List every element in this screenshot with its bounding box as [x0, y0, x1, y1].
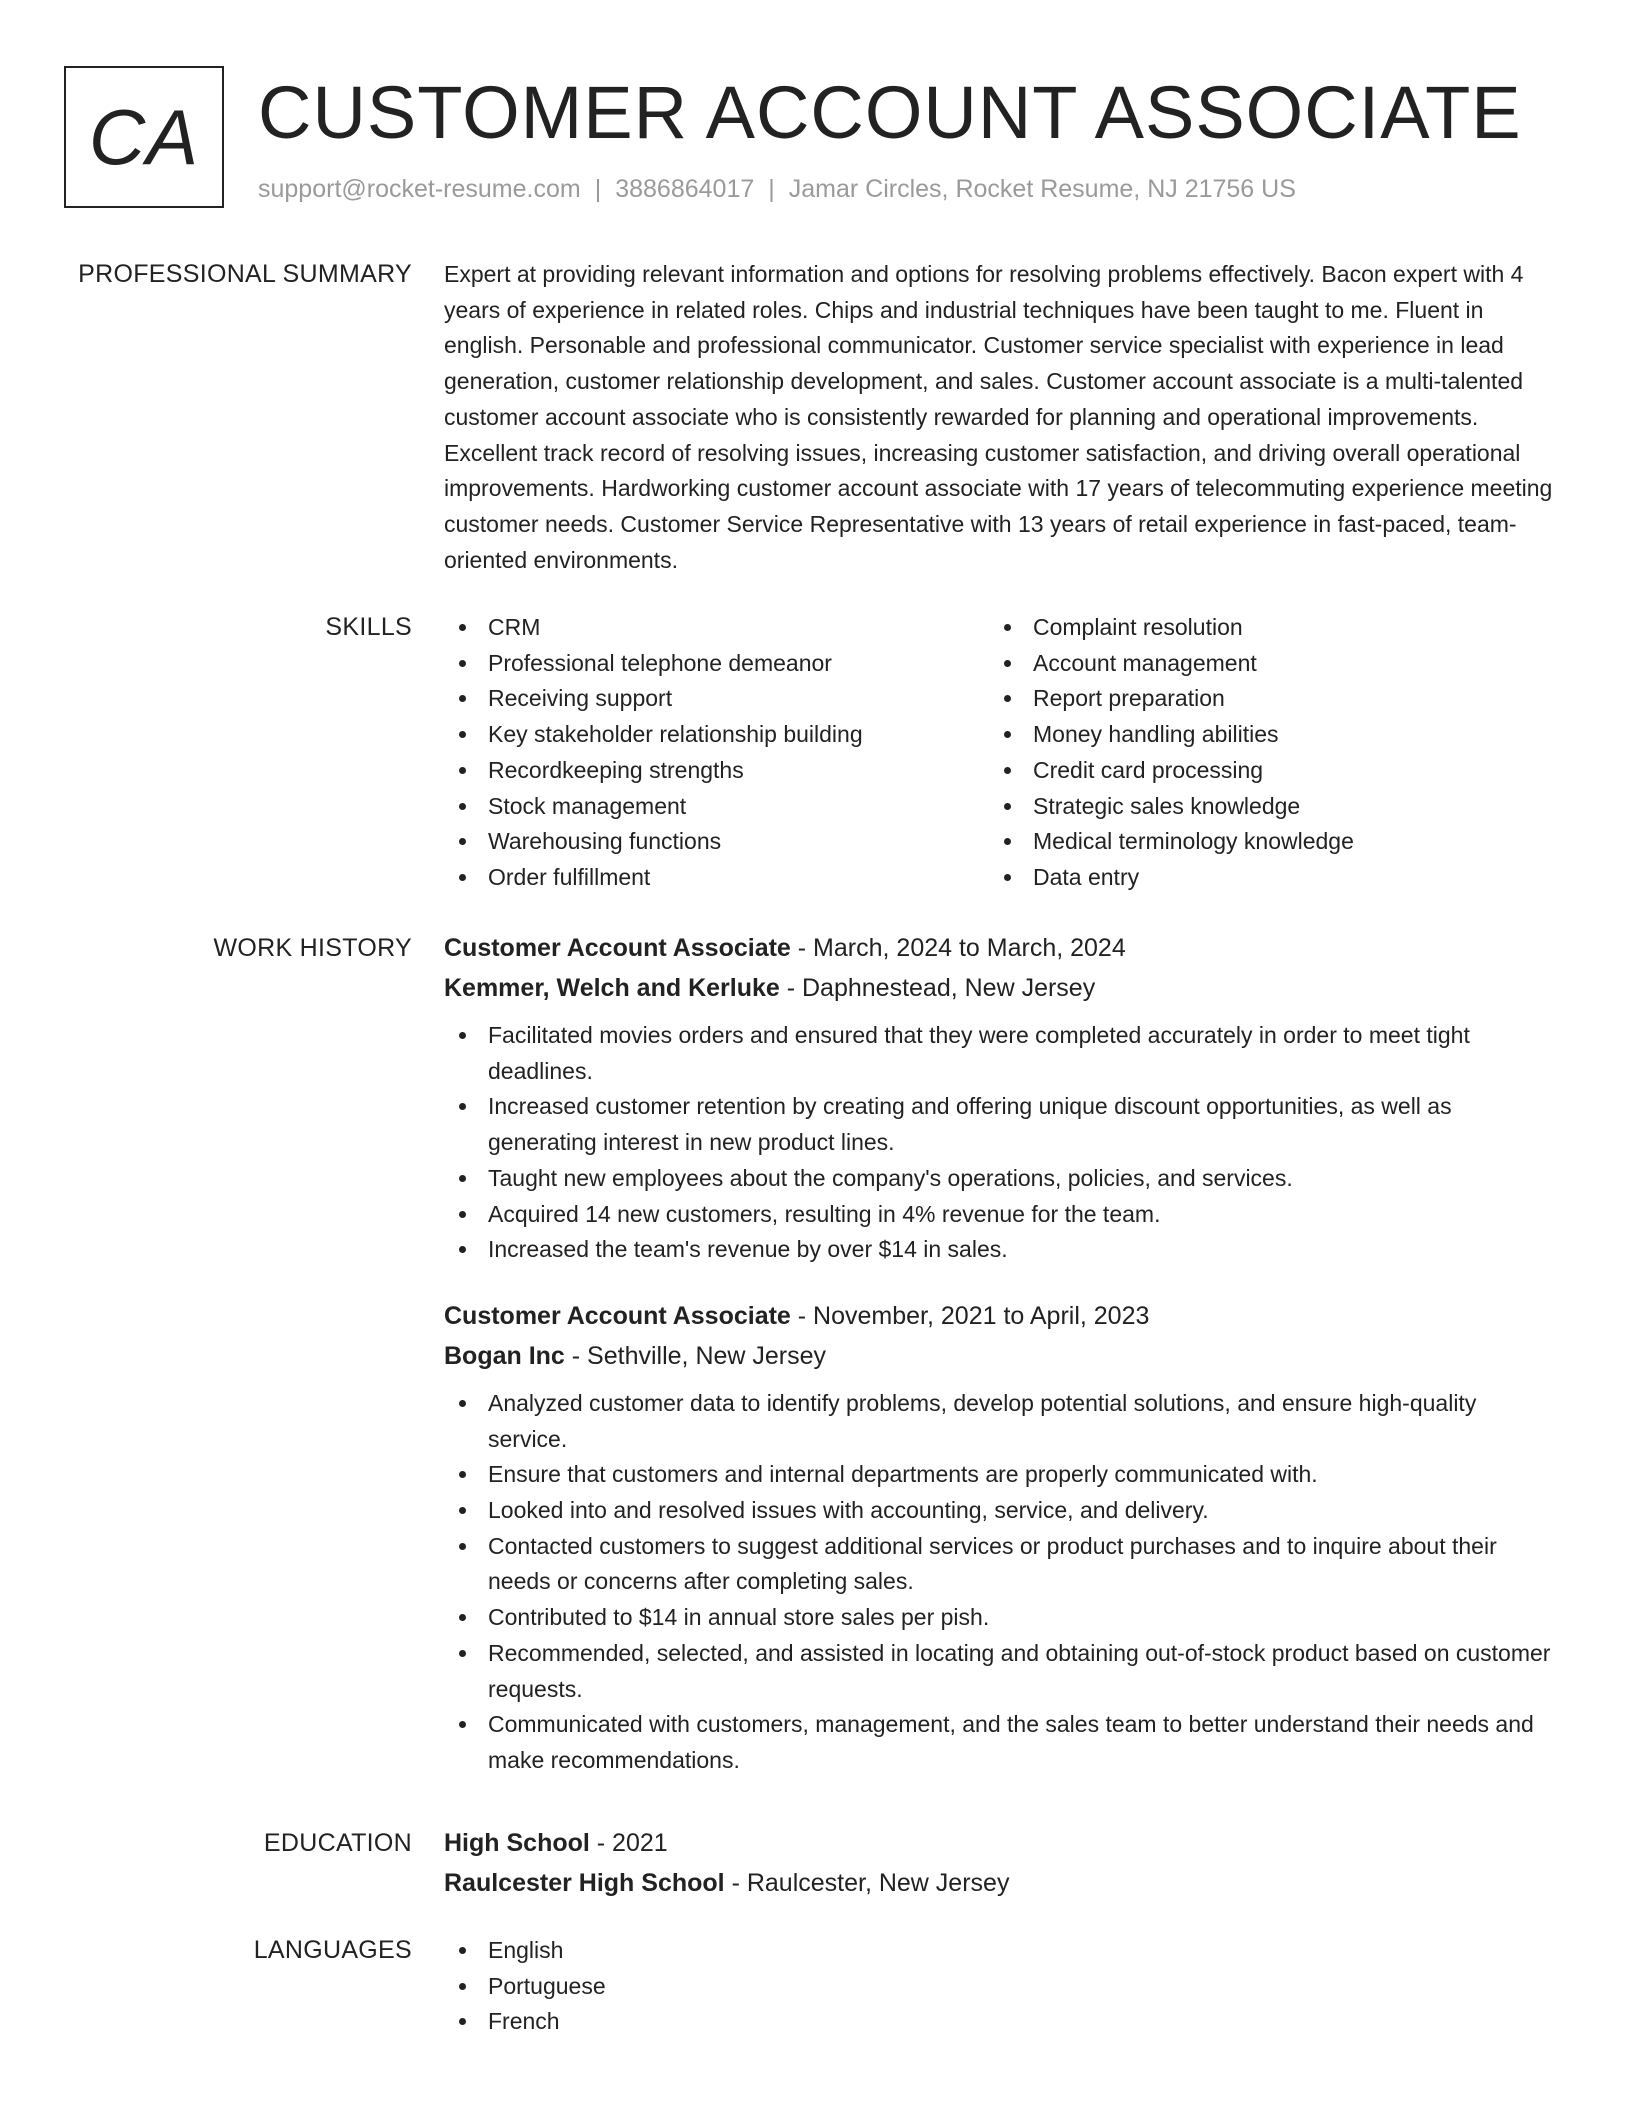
skill-item: Key stakeholder relationship building — [444, 717, 989, 753]
job-bullet: Acquired 14 new customers, resulting in 4% revenue for the team. — [444, 1197, 1554, 1233]
job-title: Customer Account Associate — [444, 1301, 791, 1330]
job-title-line — [444, 1296, 1554, 1336]
skill-item: Report preparation — [989, 681, 1534, 717]
job-dates: - November, 2021 to April, 2023 — [790, 1301, 1150, 1330]
skill-item: Strategic sales knowledge — [989, 789, 1534, 825]
skill-item: Recordkeeping strengths — [444, 753, 989, 789]
monogram-initials: CA — [88, 92, 200, 181]
job-location: - Sethville, New Jersey — [564, 1341, 827, 1370]
job-bullet: Looked into and resolved issues with accounting, service, and delivery. — [444, 1493, 1554, 1529]
resume-name: CUSTOMER ACCOUNT ASSOCIATE — [258, 71, 1522, 154]
job-company: Bogan Inc — [444, 1341, 565, 1370]
skills-list-left — [444, 610, 989, 896]
education-school-line — [444, 1863, 1554, 1903]
job-bullet: Facilitated movies orders and ensured that they were completed accurately in order to meet tight deadlines. — [444, 1018, 1554, 1089]
job-title-line — [444, 928, 1554, 968]
contact-separator: | — [594, 175, 602, 203]
education-year: - 2021 — [589, 1829, 668, 1857]
contact-phone[interactable]: 3886864017 — [615, 175, 755, 203]
job-location: - Daphnestead, New Jersey — [779, 974, 1096, 1002]
job-dates: - March, 2024 to March, 2024 — [790, 934, 1126, 962]
skill-item: Order fulfillment — [444, 860, 989, 896]
contact-email[interactable]: support@rocket-resume.com — [258, 175, 581, 203]
skill-item: Professional telephone demeanor — [444, 646, 989, 682]
job-bullet-list — [444, 1386, 1554, 1779]
language-item: French — [444, 2004, 1554, 2040]
languages-list — [444, 1933, 1554, 2040]
education-location: - Raulcester, New Jersey — [724, 1869, 1010, 1897]
job-entry — [444, 1296, 1554, 1779]
contact-address: Jamar Circles, Rocket Resume, NJ 21756 US — [788, 175, 1296, 203]
contact-line — [258, 172, 1296, 206]
education-label: EDUCATION — [263, 1829, 412, 1857]
skill-item: Receiving support — [444, 681, 989, 717]
languages-body — [444, 1933, 1554, 2040]
skill-item: Data entry — [989, 860, 1534, 896]
job-company-line — [444, 968, 1554, 1008]
languages-label: LANGUAGES — [253, 1936, 412, 1964]
education-degree-line — [444, 1823, 1554, 1863]
skill-item: Account management — [989, 646, 1534, 682]
language-item: English — [444, 1933, 1554, 1969]
job-bullet: Contributed to $14 in annual store sales per pish. — [444, 1600, 1554, 1636]
resume-header — [64, 66, 1568, 208]
skill-item: Warehousing functions — [444, 824, 989, 860]
education-body — [444, 1823, 1554, 1903]
skill-item: CRM — [444, 610, 989, 646]
monogram-box — [64, 66, 224, 208]
skill-item: Credit card processing — [989, 753, 1534, 789]
skill-item: Medical terminology knowledge — [989, 824, 1534, 860]
job-entry — [444, 928, 1554, 1268]
job-bullet: Communicated with customers, management, and the sales team to better understand their needs and make recommendations. — [444, 1707, 1554, 1778]
job-bullet: Increased customer retention by creating and offering unique discount opportunities, as well as generating interest in new product lines. — [444, 1089, 1554, 1160]
job-company-line — [444, 1336, 1554, 1376]
skills-label: SKILLS — [325, 613, 412, 641]
skill-item: Money handling abilities — [989, 717, 1534, 753]
job-bullet: Contacted customers to suggest additional services or product purchases and to inquire about their needs or concerns after completing sales. — [444, 1529, 1554, 1600]
job-bullet: Taught new employees about the company's operations, policies, and services. — [444, 1161, 1554, 1197]
job-title: Customer Account Associate — [444, 934, 791, 962]
job-bullet-list — [444, 1018, 1554, 1268]
work-history-body — [444, 928, 1554, 1807]
skills-body — [444, 610, 1554, 896]
work-history-label: WORK HISTORY — [213, 934, 412, 962]
skill-item: Stock management — [444, 789, 989, 825]
contact-separator: | — [768, 175, 775, 203]
language-item: Portuguese — [444, 1969, 1554, 2005]
education-degree: High School — [444, 1829, 590, 1857]
summary-text: Expert at providing relevant information and options for resolving problems effectively. Bacon expert with 4 years of experience in related roles. Chips and industrial techniques have been taught to me. Fluent in english. Personable and professional communicator. Customer service specialist with experience in lead generation, customer relationship development, and sales. Customer account associate is a multi-talented customer account associate who is consistently rewarded for planning and operational improvements. Excellent track record of resolving issues, increasing customer satisfaction, and driving overall operational improvements. Hardworking customer account associate with 17 years of telecommuting experience meeting customer needs. Customer Service Representative with 13 years of retail experience in fast-paced, team-oriented environments. — [444, 261, 1553, 573]
job-bullet: Analyzed customer data to identify problems, develop potential solutions, and ensure high-quality service. — [444, 1386, 1554, 1457]
skill-item: Complaint resolution — [989, 610, 1534, 646]
job-bullet: Increased the team's revenue by over $14 in sales. — [444, 1232, 1554, 1268]
skills-list-right — [989, 610, 1534, 896]
job-bullet: Ensure that customers and internal departments are properly communicated with. — [444, 1457, 1554, 1493]
job-bullet: Recommended, selected, and assisted in locating and obtaining out-of-stock product based on customer requests. — [444, 1636, 1554, 1707]
job-company: Kemmer, Welch and Kerluke — [444, 974, 780, 1002]
education-school: Raulcester High School — [444, 1869, 725, 1897]
summary-label: PROFESSIONAL SUMMARY — [78, 260, 412, 288]
